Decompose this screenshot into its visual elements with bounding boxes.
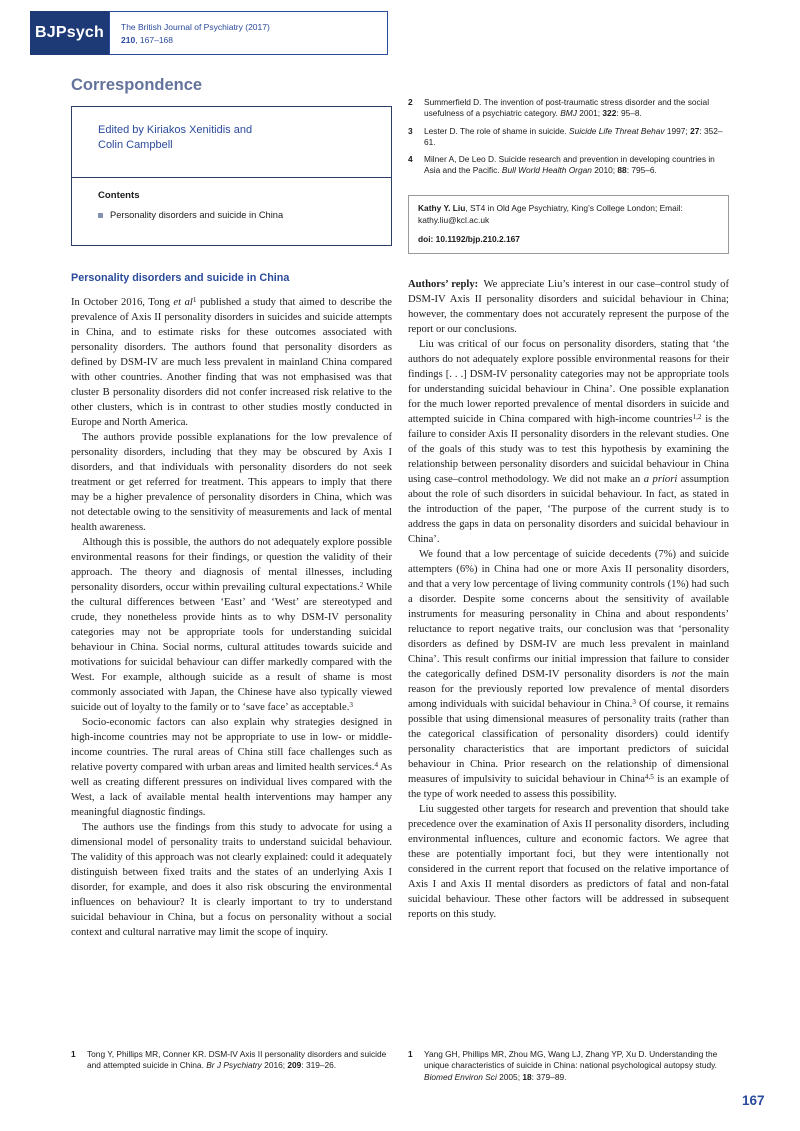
author-info: Kathy Y. Liu, ST4 in Old Age Psychiatry, King’s College London; Email: kathy.liu@kcl.ac.uk [418, 203, 683, 225]
contents-label: Contents [98, 190, 140, 201]
author-box [408, 195, 729, 254]
article-right-body [408, 277, 729, 922]
paragraph: Liu was critical of our focus on personality disorders, stating that ‘the authors do not adequately explore possible environmental reasons for their findings [. . .] DSM-IV personality categories may not be appropriate tools for understanding suicidal behaviour in China’. One possible explanation for the much lower reported prevalence of mental disorders in suicide and attempted suicide in China compared with high-income countries$^{1,2}$ is the failure to consider Axis II personality disorders in the relevant studies. One of the goals of this study was to test this hypothesis by examining the relationship between personality disorders and suicidal behaviour in China using case–control methodology. We did not make an a priori assumption about the role of such disorders in suicidal behaviour. In fact, as stated in the introduction of the paper, ‘The purpose of the current study is to address the gaps in data on personality disorders and suicidal behaviour in China’. [408, 339, 730, 545]
reference-text: Tong Y, Phillips MR, Conner KR. DSM-IV Axis II personality disorders and suicide and attempted suicide in China. Br J Psychiatry 2016; 209: 319–26. [87, 1049, 387, 1071]
reference-text: Milner A, De Leo D. Suicide research and prevention in developing countries in Asia and the Pacific. Bull World Health Organ 2010; 88: 795–6. [424, 154, 715, 176]
reference-item [408, 97, 729, 120]
contents-box [71, 106, 392, 246]
references-bottom-left [71, 1049, 392, 1078]
reference-number: 3 [408, 125, 413, 136]
journal-info-box [109, 11, 388, 55]
reference-item [408, 1049, 729, 1083]
reference-item [71, 1049, 392, 1072]
reference-text: Yang GH, Phillips MR, Zhou MG, Wang LJ, Zhang YP, Xu D. Understanding the unique characteristics of suicide in China: national psychological autopsy study. Biomed Environ Sci 2005; 18: 379–89. [424, 1049, 718, 1082]
paragraph: We found that a low percentage of suicide decedents (7%) and suicide attempters (6%) in China had one or more Axis II personality disorders, and that a very low percentage of living community controls (1%) had such a disorder. Despite some concerns about the sensitivity of available instruments for measuring personality in China and about respondents’ reluctance to report negative traits, our conclusion was that ‘personality disorders as defined by DSM-IV are much less prevalent in mainland China’. This result confirms our initial impression that failure to consider the categorically defined DSM-IV personality disorders is not the main reason for the previously reported low prevalence of mental disorders among individuals with suicidal behaviour in China.$^3$ Of course, it remains possible that using dimensional measures of personality traits (rather than the categorical classification of personality disorders) could identify personality characteristics that are important predictors of suicidal behaviour in China. Prior research on the relationship of dimensional measures of impulsivity to suicidal behaviour in China$^{4,5}$ is an example of the type of work needed to assess this possibility. [408, 549, 730, 800]
text-line: Edited by Kiriakos Xenitidis and [98, 124, 253, 136]
edited-by [72, 107, 391, 177]
reference-item [408, 154, 729, 177]
references-top [408, 97, 729, 183]
contents-item [98, 210, 371, 220]
square-bullet-icon [98, 213, 103, 218]
paragraph: Authors’ reply: We appreciate Liu’s interest in our case–control study of DSM-IV Axis II personality disorders and suicidal behaviour in China; however, the commentary does not accurately represent the purpose of the report or our conclusions. [408, 279, 729, 335]
paragraph: Socio-economic factors can also explain why strategies designed in high-income countries may not be appropriate to use in low- or middle-income countries. The rural areas of China still face challenges such as relative poverty compared with urban areas and limited health services.$^4$ As well as creating different pressures on individual lives compared with the West, a lack of available mental health interventions may hamper any meaningful diagnostic findings. [71, 717, 392, 818]
references-bottom-right [408, 1049, 729, 1089]
reference-number: 1 [71, 1049, 76, 1059]
reference-number: 2 [408, 97, 413, 107]
paragraph: The authors provide possible explanations for the low prevalence of personality disorders, including that they may be obscured by Axis I disorders, and that individuals with personality disorders do not seek treatment or get referred for treatment. This appears to imply that there may be a higher prevalence of personality disorders in China, which was not detectable owing to the sensitivity of measurements and lack of mental health awareness. [71, 432, 392, 533]
paragraph: In October 2016, Tong et $al^1$ published a study that aimed to describe the prevalence of Axis II personality disorders in suicides and suicide attempts in China, and to estimate risks for these outcomes associated with personality disorders. The authors found that personality disorders as defined by DSM-IV are much less prevalent in mainland China compared with other countries. Another finding that was not emphasised was that cluster B personality disorders did not confer increased risk relative to the other clusters, which is in contrast to other studies mostly conducted in Europe and North America. [71, 295, 392, 428]
section-title: Correspondence [71, 76, 203, 94]
reference-item [408, 126, 729, 149]
reference-text: Lester D. The role of shame in suicide. Suicide Life Threat Behav 1997; 27: 352–61. [424, 125, 723, 147]
contents-items [98, 210, 371, 220]
article-title: Personality disorders and suicide in China [71, 272, 290, 284]
paragraph: The authors use the findings from this study to advocate for using a dimensional model of personality traits to understand suicidal behaviour. The validity of this approach was not clearly explained: could it adequately distinguish between fixed traits and the states of an underlying Axis I disorder, for example, and does it also risk obscuring the environmental influences on behaviour? It is clearly important to try to understand suicidal behaviour in China, but a focus on personality without a social context and cultural narrative may limit the scope of inquiry. [71, 822, 392, 938]
text-line: Colin Campbell [98, 139, 173, 151]
journal-title: The British Journal of Psychiatry (2017) [121, 21, 270, 32]
article-left [71, 271, 392, 940]
doi: doi: 10.1192/bjp.210.2.167 [418, 234, 520, 244]
journal-volume-pages: 210, 167–168 [121, 34, 174, 45]
reference-text: Summerfield D. The invention of post-traumatic stress disorder and the social usefulness of a psychiatric category. BMJ 2001; 322: 95–8. [424, 97, 710, 119]
paragraph: Liu suggested other targets for research and prevention that should take precedence over the examination of Axis II personality disorders, including environmental influences, culture and economic factors. We agree that these are potentially important foci, but they were intentionally not considered in the current report that focused on the relative importance of Axis I and Axis II mental disorders as predictors of fatal and non-fatal suicidal behaviour. These other factors will be addressed in subsequent reports on this study. [408, 804, 729, 920]
article-left-body [71, 295, 392, 940]
paragraph: Although this is possible, the authors do not adequately explore possible environmental reasons for their findings, or question the validity of their approach. The theory and diagnosis of mental illnesses, including personality disorders, occur within prevailing cultural expectations.$^2$ While the cultural differences between ‘East’ and ‘West’ are stereotyped and crude, they nonetheless provide hints as to why DSM-IV personality categories may not be appropriate tools for understanding suicidal behaviour in China. Social norms, cultural attitudes towards suicide and motivations for suicidal behaviour can differ markedly compared with the West. For example, although suicide as a result of shame is most commonly associated with Japan, the Chinese have also typically viewed suicide out of loyalty to the family or to ‘save face’ as acceptable.$^3$ [71, 537, 393, 713]
reference-number: 4 [408, 154, 413, 165]
page-number: 167 [742, 1093, 765, 1108]
article-right [408, 277, 729, 922]
reference-number: 1 [408, 1049, 413, 1059]
contents-section [72, 177, 391, 220]
contents-item-label: Personality disorders and suicide in China [110, 210, 284, 220]
bjpsych-logo: BJPsych [30, 11, 109, 55]
